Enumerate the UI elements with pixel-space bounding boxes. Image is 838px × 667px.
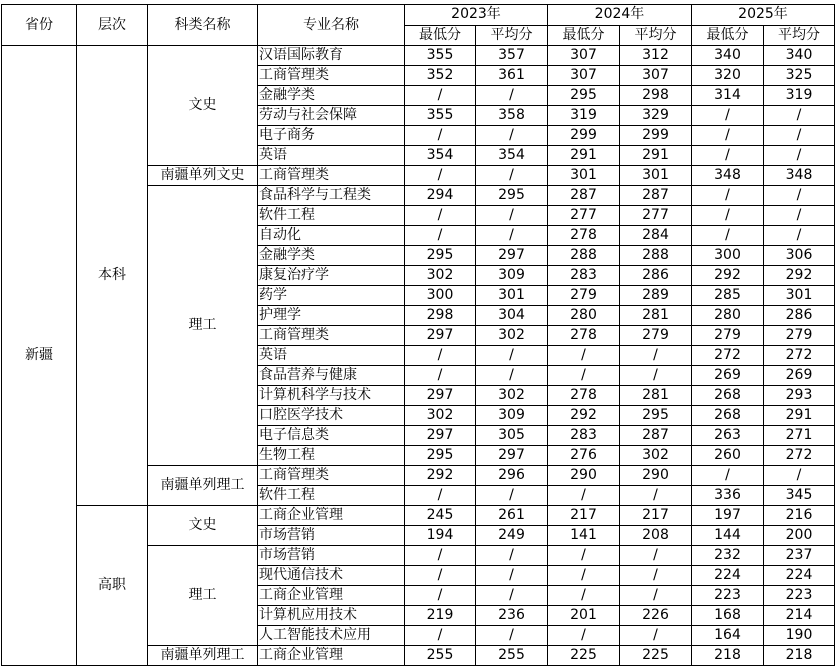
avg-score-cell: 297: [476, 446, 548, 466]
header-category: 科类名称: [148, 5, 258, 46]
major-name-cell: 工商管理类: [258, 66, 405, 86]
major-name-cell: 食品科学与工程类: [258, 186, 405, 206]
category-cell-voc-science: 理工: [148, 546, 258, 646]
avg-score-cell: 298: [620, 86, 692, 106]
avg-score-cell: /: [620, 626, 692, 646]
min-score-cell: /: [548, 546, 620, 566]
avg-score-cell: 357: [476, 46, 548, 66]
major-name-cell: 工商管理类: [258, 466, 405, 486]
level-cell-undergrad: 本科: [77, 46, 148, 506]
min-score-cell: 295: [405, 246, 476, 266]
min-score-cell: 302: [405, 406, 476, 426]
min-score-cell: 302: [405, 266, 476, 286]
min-score-cell: 355: [405, 46, 476, 66]
avg-score-cell: 292: [764, 266, 835, 286]
avg-score-cell: 218: [764, 646, 835, 666]
min-score-cell: /: [405, 226, 476, 246]
category-cell-voc-arts: 文史: [148, 506, 258, 546]
min-score-cell: 307: [548, 46, 620, 66]
avg-score-cell: 271: [764, 426, 835, 446]
avg-score-cell: 329: [620, 106, 692, 126]
major-name-cell: 市场营销: [258, 546, 405, 566]
avg-score-cell: 301: [476, 286, 548, 306]
major-name-cell: 英语: [258, 346, 405, 366]
min-score-cell: 224: [692, 566, 764, 586]
min-score-cell: /: [548, 566, 620, 586]
province-cell: 新疆: [2, 46, 77, 666]
avg-score-cell: 354: [476, 146, 548, 166]
avg-score-cell: 269: [764, 366, 835, 386]
avg-score-cell: 295: [620, 406, 692, 426]
avg-score-cell: 325: [764, 66, 835, 86]
min-score-cell: 291: [548, 146, 620, 166]
min-score-cell: 283: [548, 426, 620, 446]
avg-score-cell: 309: [476, 406, 548, 426]
avg-score-cell: 297: [476, 246, 548, 266]
min-score-cell: /: [405, 126, 476, 146]
avg-score-cell: /: [620, 366, 692, 386]
avg-score-cell: 291: [764, 406, 835, 426]
avg-score-cell: 301: [620, 166, 692, 186]
major-name-cell: 现代通信技术: [258, 566, 405, 586]
avg-score-cell: 301: [764, 286, 835, 306]
major-name-cell: 英语: [258, 146, 405, 166]
major-name-cell: 工商企业管理: [258, 646, 405, 666]
avg-score-cell: 261: [476, 506, 548, 526]
avg-score-cell: 345: [764, 486, 835, 506]
min-score-cell: 300: [405, 286, 476, 306]
avg-score-cell: 305: [476, 426, 548, 446]
min-score-cell: 288: [548, 246, 620, 266]
avg-score-cell: 307: [620, 66, 692, 86]
avg-score-cell: 214: [764, 606, 835, 626]
avg-score-cell: 309: [476, 266, 548, 286]
min-score-cell: 292: [405, 466, 476, 486]
avg-score-cell: 302: [620, 446, 692, 466]
min-score-cell: 348: [692, 166, 764, 186]
avg-score-cell: 340: [764, 46, 835, 66]
avg-score-cell: 312: [620, 46, 692, 66]
avg-score-cell: /: [476, 366, 548, 386]
min-score-cell: 319: [548, 106, 620, 126]
avg-score-cell: 272: [764, 346, 835, 366]
min-score-cell: 294: [405, 186, 476, 206]
avg-score-cell: /: [620, 546, 692, 566]
major-name-cell: 劳动与社会保障: [258, 106, 405, 126]
avg-score-cell: 348: [764, 166, 835, 186]
min-score-cell: /: [548, 486, 620, 506]
min-score-cell: 197: [692, 506, 764, 526]
major-name-cell: 药学: [258, 286, 405, 306]
min-score-cell: 355: [405, 106, 476, 126]
major-name-cell: 金融学类: [258, 86, 405, 106]
major-name-cell: 软件工程: [258, 486, 405, 506]
min-score-cell: 245: [405, 506, 476, 526]
min-score-cell: /: [405, 586, 476, 606]
avg-score-cell: 289: [620, 286, 692, 306]
min-score-cell: 279: [692, 326, 764, 346]
avg-score-cell: /: [476, 226, 548, 246]
min-score-cell: /: [405, 366, 476, 386]
avg-score-cell: 217: [620, 506, 692, 526]
major-name-cell: 生物工程: [258, 446, 405, 466]
min-score-cell: 278: [548, 386, 620, 406]
min-score-cell: 255: [405, 646, 476, 666]
avg-score-cell: /: [764, 466, 835, 486]
min-score-cell: /: [692, 206, 764, 226]
avg-score-cell: /: [620, 486, 692, 506]
min-score-cell: 298: [405, 306, 476, 326]
major-name-cell: 自动化: [258, 226, 405, 246]
min-score-cell: 299: [548, 126, 620, 146]
major-name-cell: 计算机应用技术: [258, 606, 405, 626]
major-name-cell: 护理学: [258, 306, 405, 326]
min-score-cell: 168: [692, 606, 764, 626]
min-score-cell: 276: [548, 446, 620, 466]
avg-score-cell: /: [620, 566, 692, 586]
avg-score-cell: /: [476, 566, 548, 586]
avg-score-cell: /: [476, 86, 548, 106]
major-name-cell: 工商管理类: [258, 166, 405, 186]
avg-score-cell: 286: [620, 266, 692, 286]
avg-score-cell: 284: [620, 226, 692, 246]
avg-score-cell: 304: [476, 306, 548, 326]
avg-score-cell: /: [764, 206, 835, 226]
min-score-cell: /: [692, 226, 764, 246]
avg-score-cell: 224: [764, 566, 835, 586]
avg-score-cell: /: [764, 146, 835, 166]
avg-score-cell: /: [476, 586, 548, 606]
min-score-cell: 300: [692, 246, 764, 266]
min-score-cell: 295: [548, 86, 620, 106]
header-major: 专业名称: [258, 5, 405, 46]
min-score-cell: 283: [548, 266, 620, 286]
min-score-cell: 219: [405, 606, 476, 626]
avg-score-cell: /: [476, 346, 548, 366]
major-name-cell: 电子信息类: [258, 426, 405, 446]
major-name-cell: 工商管理类: [258, 326, 405, 346]
avg-score-cell: /: [476, 486, 548, 506]
header-avg-2023: 平均分: [476, 25, 548, 46]
header-min-2024: 最低分: [548, 25, 620, 46]
min-score-cell: 268: [692, 406, 764, 426]
min-score-cell: /: [692, 126, 764, 146]
avg-score-cell: /: [476, 626, 548, 646]
avg-score-cell: 237: [764, 546, 835, 566]
avg-score-cell: /: [620, 346, 692, 366]
avg-score-cell: 281: [620, 386, 692, 406]
avg-score-cell: 361: [476, 66, 548, 86]
min-score-cell: /: [692, 106, 764, 126]
admission-score-table: [1, 4, 835, 666]
header-province: 省份: [2, 5, 77, 46]
min-score-cell: 277: [548, 206, 620, 226]
major-name-cell: 电子商务: [258, 126, 405, 146]
min-score-cell: 295: [405, 446, 476, 466]
avg-score-cell: 249: [476, 526, 548, 546]
min-score-cell: 340: [692, 46, 764, 66]
avg-score-cell: 358: [476, 106, 548, 126]
min-score-cell: 301: [548, 166, 620, 186]
avg-score-cell: 272: [764, 446, 835, 466]
avg-score-cell: 287: [620, 186, 692, 206]
avg-score-cell: 319: [764, 86, 835, 106]
avg-score-cell: 302: [476, 386, 548, 406]
avg-score-cell: /: [764, 186, 835, 206]
min-score-cell: 336: [692, 486, 764, 506]
min-score-cell: /: [405, 626, 476, 646]
header-year-2025: 2025年: [692, 5, 835, 26]
avg-score-cell: 296: [476, 466, 548, 486]
min-score-cell: 217: [548, 506, 620, 526]
min-score-cell: /: [692, 186, 764, 206]
avg-score-cell: 295: [476, 186, 548, 206]
table-row: [2, 506, 835, 526]
avg-score-cell: 216: [764, 506, 835, 526]
min-score-cell: /: [548, 626, 620, 646]
min-score-cell: 268: [692, 386, 764, 406]
min-score-cell: /: [548, 586, 620, 606]
avg-score-cell: 299: [620, 126, 692, 146]
major-name-cell: 食品营养与健康: [258, 366, 405, 386]
category-cell-arts: 文史: [148, 46, 258, 166]
min-score-cell: 232: [692, 546, 764, 566]
avg-score-cell: 226: [620, 606, 692, 626]
min-score-cell: 194: [405, 526, 476, 546]
avg-score-cell: /: [476, 166, 548, 186]
min-score-cell: 280: [548, 306, 620, 326]
header-row-years: [2, 5, 835, 26]
min-score-cell: /: [548, 346, 620, 366]
min-score-cell: /: [405, 566, 476, 586]
min-score-cell: 280: [692, 306, 764, 326]
header-level: 层次: [77, 5, 148, 46]
min-score-cell: 218: [692, 646, 764, 666]
category-cell-south-arts: 南疆单列文史: [148, 166, 258, 186]
min-score-cell: 141: [548, 526, 620, 546]
major-name-cell: 软件工程: [258, 206, 405, 226]
major-name-cell: 口腔医学技术: [258, 406, 405, 426]
avg-score-cell: /: [476, 126, 548, 146]
min-score-cell: 278: [548, 326, 620, 346]
avg-score-cell: 302: [476, 326, 548, 346]
min-score-cell: 292: [692, 266, 764, 286]
min-score-cell: 352: [405, 66, 476, 86]
avg-score-cell: 236: [476, 606, 548, 626]
avg-score-cell: 306: [764, 246, 835, 266]
min-score-cell: /: [405, 166, 476, 186]
major-name-cell: 金融学类: [258, 246, 405, 266]
avg-score-cell: /: [764, 226, 835, 246]
min-score-cell: /: [405, 86, 476, 106]
header-year-2023: 2023年: [405, 5, 548, 26]
min-score-cell: 278: [548, 226, 620, 246]
min-score-cell: 320: [692, 66, 764, 86]
min-score-cell: 279: [548, 286, 620, 306]
avg-score-cell: 208: [620, 526, 692, 546]
min-score-cell: 307: [548, 66, 620, 86]
min-score-cell: /: [692, 146, 764, 166]
min-score-cell: 354: [405, 146, 476, 166]
min-score-cell: 201: [548, 606, 620, 626]
level-cell-vocational: 高职: [77, 506, 148, 666]
avg-score-cell: 223: [764, 586, 835, 606]
category-cell-voc-south-science: 南疆单列理工: [148, 646, 258, 666]
min-score-cell: 314: [692, 86, 764, 106]
min-score-cell: 297: [405, 386, 476, 406]
avg-score-cell: 288: [620, 246, 692, 266]
avg-score-cell: 293: [764, 386, 835, 406]
avg-score-cell: 277: [620, 206, 692, 226]
avg-score-cell: 291: [620, 146, 692, 166]
min-score-cell: /: [405, 546, 476, 566]
avg-score-cell: 281: [620, 306, 692, 326]
header-year-2024: 2024年: [548, 5, 692, 26]
min-score-cell: 260: [692, 446, 764, 466]
major-name-cell: 人工智能技术应用: [258, 626, 405, 646]
min-score-cell: /: [405, 486, 476, 506]
min-score-cell: 225: [548, 646, 620, 666]
score-sheet: [1, 4, 835, 666]
avg-score-cell: /: [476, 546, 548, 566]
min-score-cell: 287: [548, 186, 620, 206]
avg-score-cell: /: [764, 126, 835, 146]
min-score-cell: /: [405, 206, 476, 226]
min-score-cell: 263: [692, 426, 764, 446]
min-score-cell: 297: [405, 326, 476, 346]
min-score-cell: 290: [548, 466, 620, 486]
header-avg-2024: 平均分: [620, 25, 692, 46]
avg-score-cell: 200: [764, 526, 835, 546]
major-name-cell: 汉语国际教育: [258, 46, 405, 66]
min-score-cell: 144: [692, 526, 764, 546]
major-name-cell: 计算机科学与技术: [258, 386, 405, 406]
avg-score-cell: 290: [620, 466, 692, 486]
major-name-cell: 市场营销: [258, 526, 405, 546]
min-score-cell: 164: [692, 626, 764, 646]
min-score-cell: 223: [692, 586, 764, 606]
min-score-cell: 269: [692, 366, 764, 386]
avg-score-cell: 225: [620, 646, 692, 666]
header-min-2025: 最低分: [692, 25, 764, 46]
major-name-cell: 康复治疗学: [258, 266, 405, 286]
category-cell-south-science: 南疆单列理工: [148, 466, 258, 506]
avg-score-cell: /: [764, 106, 835, 126]
avg-score-cell: 255: [476, 646, 548, 666]
min-score-cell: /: [405, 346, 476, 366]
avg-score-cell: 287: [620, 426, 692, 446]
major-name-cell: 工商企业管理: [258, 586, 405, 606]
min-score-cell: /: [548, 366, 620, 386]
min-score-cell: 292: [548, 406, 620, 426]
major-name-cell: 工商企业管理: [258, 506, 405, 526]
category-cell-science: 理工: [148, 186, 258, 466]
avg-score-cell: /: [620, 586, 692, 606]
table-row: [2, 46, 835, 66]
avg-score-cell: 286: [764, 306, 835, 326]
avg-score-cell: /: [476, 206, 548, 226]
min-score-cell: /: [692, 466, 764, 486]
min-score-cell: 285: [692, 286, 764, 306]
avg-score-cell: 279: [764, 326, 835, 346]
min-score-cell: 297: [405, 426, 476, 446]
header-avg-2025: 平均分: [764, 25, 835, 46]
min-score-cell: 272: [692, 346, 764, 366]
table-body: [2, 46, 835, 666]
header-min-2023: 最低分: [405, 25, 476, 46]
avg-score-cell: 279: [620, 326, 692, 346]
avg-score-cell: 190: [764, 626, 835, 646]
